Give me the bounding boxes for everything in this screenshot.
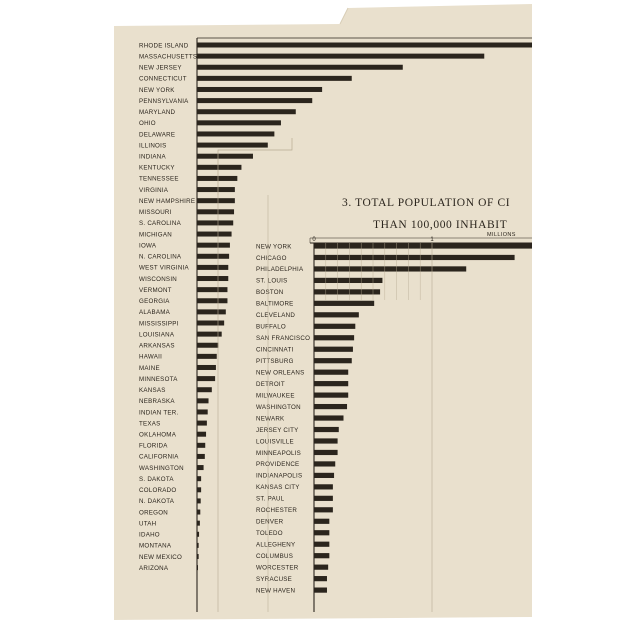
state-bar	[197, 465, 204, 470]
state-label: CONNECTICUT	[139, 75, 187, 83]
city-label: CINCINNATI	[256, 346, 294, 354]
state-bar	[197, 432, 206, 437]
city-label: PROVIDENCE	[256, 461, 300, 469]
state-label: GEORGIA	[139, 298, 170, 306]
state-label: WASHINGTON	[139, 464, 184, 472]
city-bar	[314, 553, 329, 558]
state-bar	[197, 109, 296, 114]
state-label: IDAHO	[139, 531, 160, 539]
cities-chart-title: 3. TOTAL POPULATION OF CI	[342, 197, 511, 209]
state-label: VERMONT	[139, 286, 172, 294]
state-bar	[197, 454, 205, 459]
city-label: CHICAGO	[256, 254, 287, 262]
state-label: OKLAHOMA	[139, 431, 177, 439]
city-label: PHILADELPHIA	[256, 266, 304, 274]
city-bar	[314, 496, 333, 501]
state-bar	[197, 409, 208, 414]
state-label: INDIAN TER.	[139, 409, 179, 417]
city-bar	[314, 358, 352, 363]
state-label: CALIFORNIA	[139, 453, 179, 461]
state-bar	[197, 487, 201, 492]
state-label: INDIANA	[139, 153, 166, 161]
city-bar	[314, 530, 329, 535]
city-bar	[314, 278, 382, 283]
state-label: MONTANA	[139, 542, 172, 550]
state-bar	[197, 276, 228, 281]
state-bar	[197, 354, 217, 359]
state-label: MICHIGAN	[139, 231, 172, 239]
city-label: SYRACUSE	[256, 575, 293, 583]
city-label: LOUISVILLE	[256, 438, 294, 446]
city-label: DETROIT	[256, 380, 285, 388]
city-label: CLEVELAND	[256, 312, 296, 320]
city-label: ALLEGHENY	[256, 541, 296, 549]
city-label: BUFFALO	[256, 323, 286, 331]
city-bar	[314, 370, 348, 375]
state-label: HAWAII	[139, 353, 163, 361]
state-label: OHIO	[139, 120, 156, 128]
city-label: WASHINGTON	[256, 403, 301, 411]
state-bar	[197, 421, 207, 426]
city-bar	[314, 507, 333, 512]
city-label: TOLEDO	[256, 530, 283, 538]
cities-axis-label: MILLIONS	[487, 232, 516, 238]
city-label: WORCESTER	[256, 564, 299, 572]
state-label: OREGON	[139, 509, 169, 517]
city-bar	[314, 335, 354, 340]
state-bar	[197, 87, 322, 92]
state-label: MINNESOTA	[139, 375, 178, 383]
city-bar	[314, 266, 466, 271]
state-bar	[197, 220, 233, 225]
state-label: KANSAS	[139, 387, 166, 395]
state-bar	[197, 154, 253, 159]
city-bar	[314, 243, 644, 248]
city-bar	[314, 324, 355, 329]
city-label: NEW YORK	[256, 243, 292, 251]
city-bar	[314, 255, 515, 260]
city-label: MINNEAPOLIS	[256, 449, 302, 457]
state-label: N. DAKOTA	[139, 498, 175, 506]
state-bar	[197, 498, 201, 503]
city-label: ROCHESTER	[256, 507, 298, 515]
city-bar	[314, 393, 348, 398]
cities-tick-1: 1	[430, 237, 434, 243]
state-bar	[197, 443, 205, 448]
city-bar	[314, 484, 333, 489]
state-label: KENTUCKY	[139, 164, 175, 172]
state-label: DELAWARE	[139, 131, 176, 139]
state-bar	[197, 131, 274, 136]
state-bar	[197, 232, 232, 237]
state-label: NEW MEXICO	[139, 553, 183, 561]
state-bar	[197, 187, 235, 192]
city-bar	[314, 347, 353, 352]
state-bar	[197, 176, 237, 181]
state-bar	[197, 476, 201, 481]
state-bar	[197, 120, 281, 125]
city-bar	[314, 289, 380, 294]
state-bar	[197, 298, 227, 303]
state-label: TENNESSEE	[139, 175, 179, 183]
state-label: UTAH	[139, 520, 157, 528]
city-label: NEW HAVEN	[256, 587, 296, 595]
city-label: SAN FRANCISCO	[256, 335, 311, 343]
state-label: MAINE	[139, 364, 160, 372]
city-label: COLUMBUS	[256, 552, 294, 560]
state-label: RHODE ISLAND	[139, 42, 189, 50]
city-bar	[314, 576, 327, 581]
city-label: ST. LOUIS	[256, 277, 288, 285]
city-bar	[314, 301, 374, 306]
state-bar	[197, 65, 403, 70]
city-label: BALTIMORE	[256, 300, 294, 308]
city-label: KANSAS CITY	[256, 484, 300, 492]
state-bar	[197, 209, 234, 214]
city-label: NEWARK	[256, 415, 285, 423]
state-bar	[197, 387, 212, 392]
city-label: NEW ORLEANS	[256, 369, 305, 377]
state-label: WEST VIRGINIA	[139, 264, 189, 272]
state-bar	[197, 98, 312, 103]
city-bar	[314, 450, 338, 455]
state-bar	[197, 76, 352, 81]
state-label: FLORIDA	[139, 442, 168, 450]
state-label: N. CAROLINA	[139, 253, 182, 261]
state-bar	[197, 398, 209, 403]
state-label: NEW HAMPSHIRE	[139, 197, 196, 205]
state-label: NEW YORK	[139, 86, 175, 94]
city-bar	[314, 542, 329, 547]
city-bar	[314, 312, 359, 317]
state-bar	[197, 321, 224, 326]
city-bar	[314, 565, 328, 570]
state-label: NEBRASKA	[139, 398, 175, 406]
cities-tick-0: 0	[312, 237, 316, 243]
state-label: MARYLAND	[139, 109, 176, 117]
city-label: BOSTON	[256, 289, 284, 297]
state-bar	[197, 376, 215, 381]
city-bar	[314, 588, 327, 593]
city-bar	[314, 381, 348, 386]
state-label: COLORADO	[139, 487, 177, 495]
state-label: ARIZONA	[139, 564, 169, 572]
state-label: IOWA	[139, 242, 157, 250]
state-bar	[197, 54, 484, 59]
state-label: MISSISSIPPI	[139, 320, 179, 328]
state-label: VIRGINIA	[139, 186, 169, 194]
state-label: ARKANSAS	[139, 342, 175, 350]
city-label: ST. PAUL	[256, 495, 285, 503]
state-bar	[197, 143, 268, 148]
city-bar	[314, 404, 347, 409]
city-bar	[314, 473, 334, 478]
state-label: LOUISIANA	[139, 331, 175, 339]
state-bar	[197, 343, 218, 348]
city-bar	[314, 461, 335, 466]
state-label: WISCONSIN	[139, 275, 178, 283]
city-label: INDIANAPOLIS	[256, 472, 303, 480]
city-label: MILWAUKEE	[256, 392, 295, 400]
city-label: DENVER	[256, 518, 284, 526]
state-bar	[197, 265, 228, 270]
state-label: NEW JERSEY	[139, 64, 182, 72]
state-bar	[197, 254, 229, 259]
state-bar	[197, 309, 226, 314]
state-label: S. CAROLINA	[139, 220, 181, 228]
state-label: PENNSYLVANIA	[139, 97, 189, 105]
card-paper	[114, 4, 532, 620]
state-bar	[197, 43, 532, 48]
state-bar	[197, 365, 216, 370]
state-bar	[197, 287, 227, 292]
state-label: ALABAMA	[139, 309, 170, 317]
city-label: JERSEY CITY	[256, 426, 299, 434]
state-bar	[197, 165, 241, 170]
city-bar	[314, 415, 344, 420]
state-bar	[197, 198, 235, 203]
state-bar	[197, 243, 230, 248]
state-label: TEXAS	[139, 420, 161, 428]
state-label: MASSACHUSETTS	[139, 53, 198, 61]
city-label: PITTSBURG	[256, 358, 294, 365]
cities-chart-subtitle: THAN 100,000 INHABIT	[373, 219, 508, 231]
state-label: ILLINOIS	[139, 142, 167, 150]
city-bar	[314, 438, 338, 443]
state-label: MISSOURI	[139, 209, 172, 217]
state-label: S. DAKOTA	[139, 475, 174, 483]
city-bar	[314, 519, 329, 524]
city-bar	[314, 427, 339, 432]
